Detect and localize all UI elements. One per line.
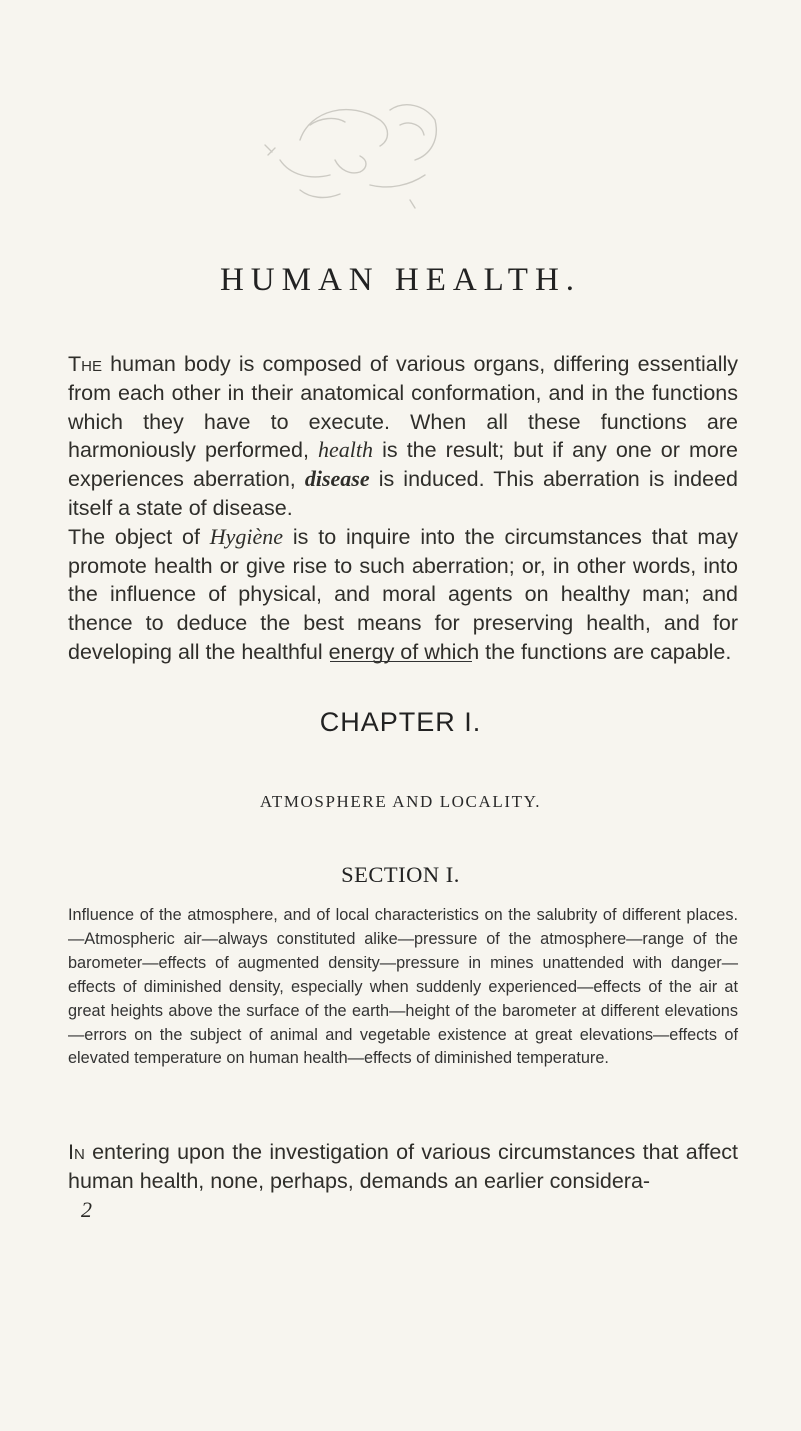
faded-stamp-ornament <box>240 80 470 210</box>
intro-text-2: is the result; but if any one or more experiences aberration, <box>68 438 738 492</box>
intro-paragraph-1 <box>68 350 738 523</box>
body-paragraph <box>68 1138 738 1196</box>
intro-text-1: human body is composed of various organs, differing essentially from each other in their anatomical conformation, and in the functions which they have to execute. When all these functions are harmoniously performed, <box>68 352 738 463</box>
intro-paragraph-2 <box>68 523 738 667</box>
intro-term-health: health <box>318 437 373 463</box>
body-lead-word: In <box>68 1140 85 1164</box>
section-summary: Influence of the atmosphere, and of local characteristics on the salubrity of different places.—Atmospheric air—always constituted alike—pressure of the atmosphere—range of the barometer—effects of augmented density—pressure in mines unattended with danger—effects of diminished density, especially when suddenly experienced—effects of the air at great heights above the surface of the earth—height of the barometer at different elevations—errors on the subject of animal and vegetable existence at great elevations—effects of elevated temperature on human health—effects of diminished temperature. <box>68 906 738 1068</box>
intro-term-hygiene: Hygiène <box>209 523 284 549</box>
book-title: HUMAN HEALTH. <box>219 262 582 298</box>
page-number: 2 <box>81 1197 92 1222</box>
intro-lead-word: The <box>68 352 102 376</box>
intro-text-3: is induced. This aberration is indeed itself a state of disease. <box>68 467 738 520</box>
body-text: entering upon the investigation of various circumstances that affect human health, none, perhaps, demands an earlier considera- <box>68 1140 738 1193</box>
section-divider-rule <box>330 661 472 662</box>
chapter-title: CHAPTER I. <box>319 707 482 737</box>
intro-term-disease: disease <box>304 466 370 492</box>
intro-p2-text-b: is to inquire into the circumstances that may promote health or give rise to such aberration; or, in other words, into the influence of physical, and moral agents on healthy man; and thence to deduce the best means for preserving health, and for developing all the healthful energy of which the functions are capable. <box>68 524 738 664</box>
intro-p2-text-a: The object of <box>68 524 210 549</box>
chapter-subtitle: ATMOSPHERE AND LOCALITY. <box>259 792 542 811</box>
section-title: SECTION I. <box>341 862 460 887</box>
intro-paragraphs <box>68 350 738 667</box>
